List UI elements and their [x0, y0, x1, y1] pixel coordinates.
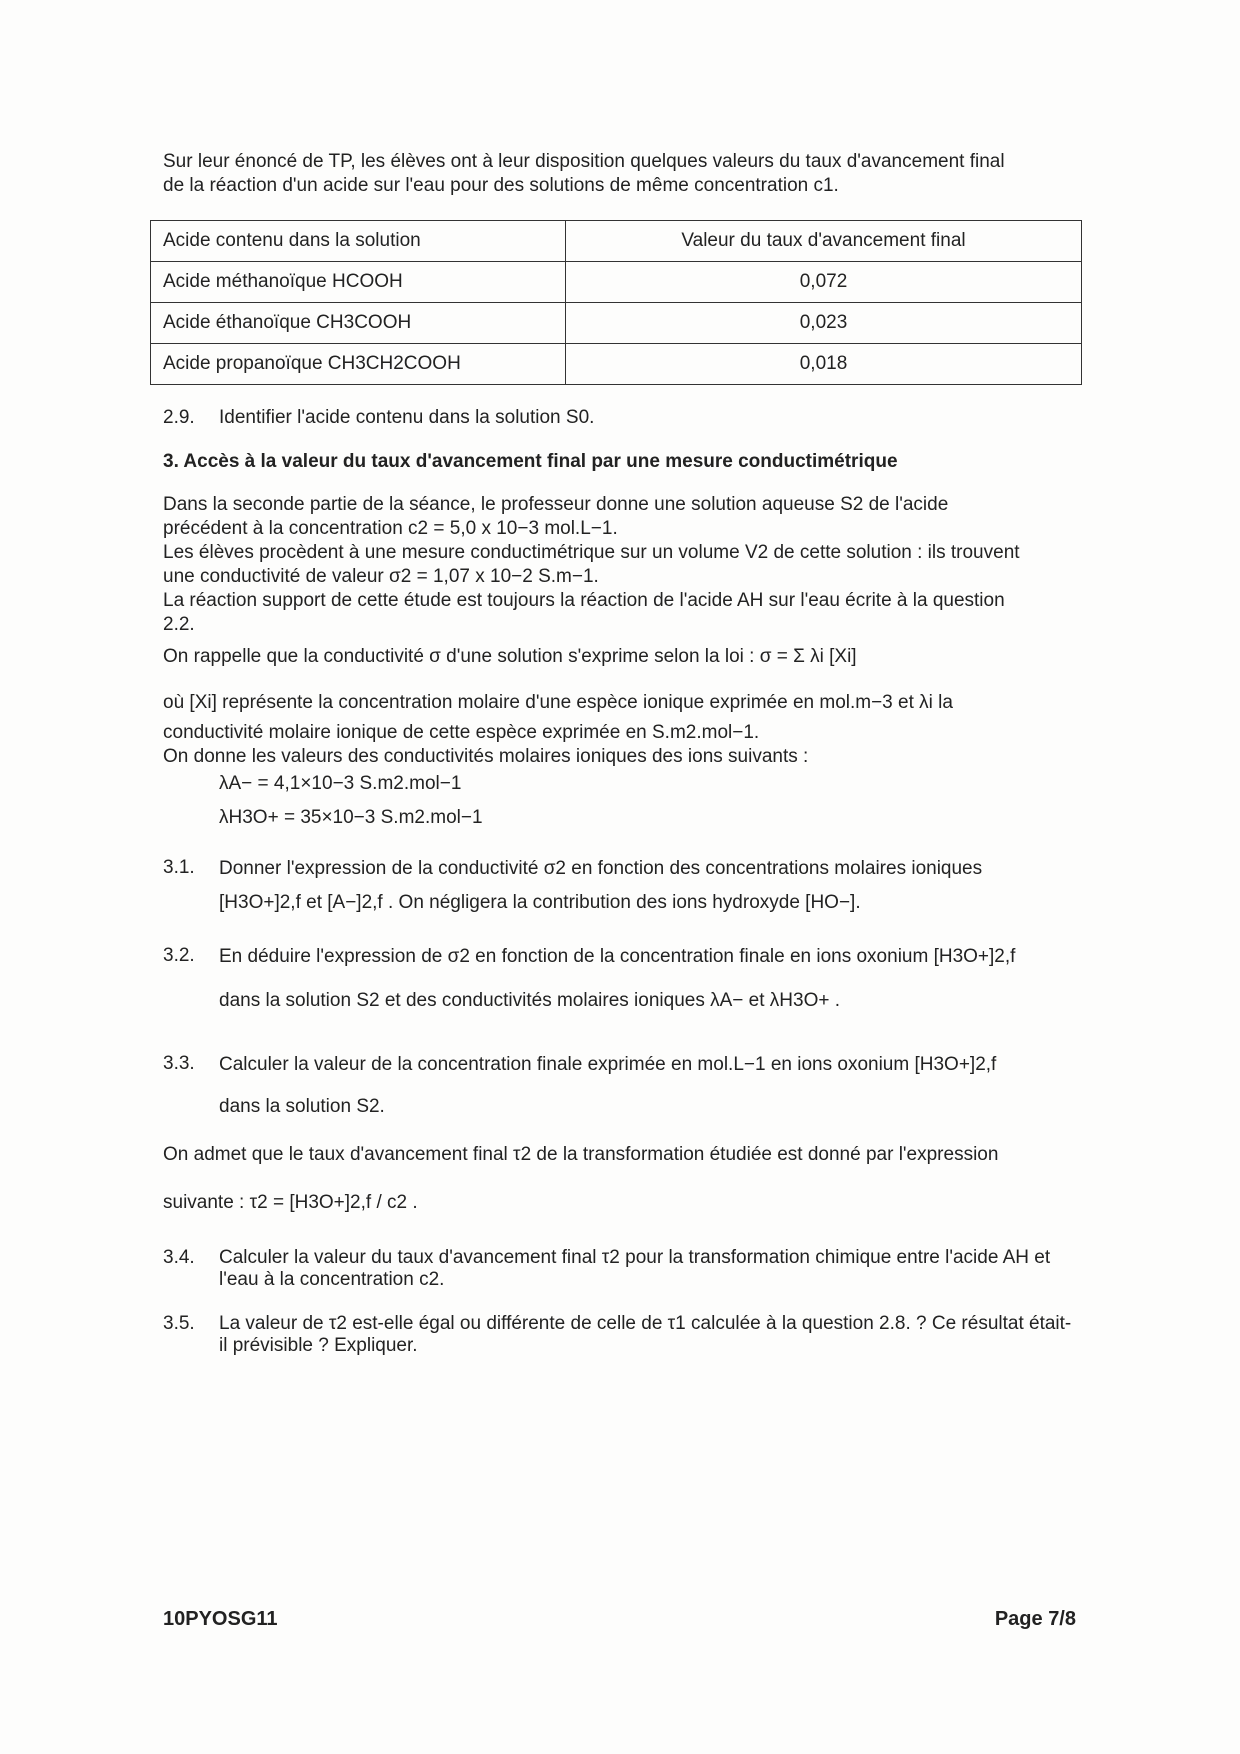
question-text: Donner l'expression de la conductivité σ2 en fonction des concentrations molaires ioniques — [219, 858, 983, 879]
para-line: On admet que le taux d'avancement final τ2 de la transformation étudiée est donné par l'expression — [163, 1144, 999, 1165]
table-row — [151, 262, 1082, 303]
section-3-title: 3. Accès à la valeur du taux d'avancement final par une mesure conductimétrique — [163, 451, 898, 472]
table-cell-acid: Acide méthanoïque HCOOH — [151, 262, 566, 303]
para-line: On donne les valeurs des conductivités molaires ioniques des ions suivants : — [163, 746, 809, 767]
question-number: 3.4. — [163, 1247, 195, 1268]
formula-lambda-a: λA− = 4,1×10−3 S.m2.mol−1 — [219, 773, 462, 794]
table-header-value: Valeur du taux d'avancement final — [566, 221, 1082, 262]
para-line: une conductivité de valeur σ2 = 1,07 x 10−2 S.m−1. — [163, 566, 599, 587]
document-code: 10PYOSG11 — [163, 1608, 278, 1630]
para-line: La réaction support de cette étude est toujours la réaction de l'acide AH sur l'eau écrite à la question — [163, 590, 1005, 611]
question-text: Identifier l'acide contenu dans la solution S0. — [219, 407, 595, 428]
question-text: En déduire l'expression de σ2 en fonction de la concentration finale en ions oxonium [H3O+]2,f — [219, 946, 1016, 967]
question-text: dans la solution S2. — [219, 1096, 385, 1117]
question-2-9 — [163, 407, 1076, 429]
question-text: Calculer la valeur de la concentration finale exprimée en mol.L−1 en ions oxonium [H3O+]2,f — [219, 1054, 997, 1075]
table-cell-value: 0,018 — [566, 344, 1082, 385]
question-3-5 — [163, 1313, 1076, 1357]
para-line: Dans la seconde partie de la séance, le professeur donne une solution aqueuse S2 de l'acide — [163, 494, 949, 515]
question-text: dans la solution S2 et des conductivités molaires ioniques λA− et λH3O+ . — [219, 990, 841, 1011]
table-cell-value: 0,072 — [566, 262, 1082, 303]
page-footer — [163, 1608, 1076, 1631]
question-number: 3.2. — [163, 945, 195, 966]
acid-table — [150, 220, 1082, 385]
table-cell-acid: Acide éthanoïque CH3COOH — [151, 303, 566, 344]
question-number: 3.3. — [163, 1053, 195, 1074]
question-number: 3.1. — [163, 857, 195, 878]
table-row — [151, 303, 1082, 344]
question-3-4 — [163, 1247, 1076, 1291]
formula-lambda-h3o: λH3O+ = 35×10−3 S.m2.mol−1 — [219, 807, 483, 828]
tau-definition — [163, 1143, 1076, 1215]
intro-line-2: de la réaction d'un acide sur l'eau pour des solutions de même concentration c1. — [163, 175, 839, 196]
question-text: Calculer la valeur du taux d'avancement final τ2 pour la transformation chimique entre l'acide AH et l'eau à la concentration c2. — [219, 1247, 1051, 1290]
conductivity-law: On rappelle que la conductivité σ d'une solution s'exprime selon la loi : σ = Σ λi [Xi] — [163, 646, 857, 667]
question-3-2 — [163, 945, 1076, 1013]
question-3-1 — [163, 857, 1076, 915]
para-line: conductivité molaire ionique de cette espèce exprimée en S.m2.mol−1. — [163, 722, 760, 743]
intro-line-1: Sur leur énoncé de TP, les élèves ont à leur disposition quelques valeurs du taux d'avancement final — [163, 151, 1005, 172]
table-header-row — [151, 221, 1082, 262]
tau-formula: suivante : τ2 = [H3O+]2,f / c2 . — [163, 1192, 418, 1213]
table-cell-acid: Acide propanoïque CH3CH2COOH — [151, 344, 566, 385]
table-row — [151, 344, 1082, 385]
intro-paragraph — [163, 150, 1076, 198]
page-content — [163, 150, 1076, 1357]
para-line: précédent à la concentration c2 = 5,0 x 10−3 mol.L−1. — [163, 518, 618, 539]
question-number: 3.5. — [163, 1313, 195, 1334]
table-cell-value: 0,023 — [566, 303, 1082, 344]
question-3-3 — [163, 1053, 1076, 1119]
page-number: Page 7/8 — [994, 1608, 1076, 1630]
section-3-paragraph — [163, 493, 1076, 833]
para-line: 2.2. — [163, 614, 195, 635]
question-body — [219, 945, 1076, 1013]
para-line: Les élèves procèdent à une mesure conductimétrique sur un volume V2 de cette solution : ils trouvent — [163, 542, 1020, 563]
table-header-acid: Acide contenu dans la solution — [151, 221, 566, 262]
question-text: La valeur de τ2 est-elle égal ou différente de celle de τ1 calculée à la question 2.8. ? Ce résultat était-il prévisible ? Expliquer. — [219, 1313, 1072, 1356]
question-body — [219, 857, 1076, 915]
para-line: où [Xi] représente la concentration molaire d'une espèce ionique exprimée en mol.m−3 et λi la — [163, 692, 953, 713]
question-number: 2.9. — [163, 407, 195, 428]
question-text: [H3O+]2,f et [A−]2,f . On négligera la contribution des ions hydroxyde [HO−]. — [219, 892, 861, 913]
question-body — [219, 1053, 1076, 1119]
